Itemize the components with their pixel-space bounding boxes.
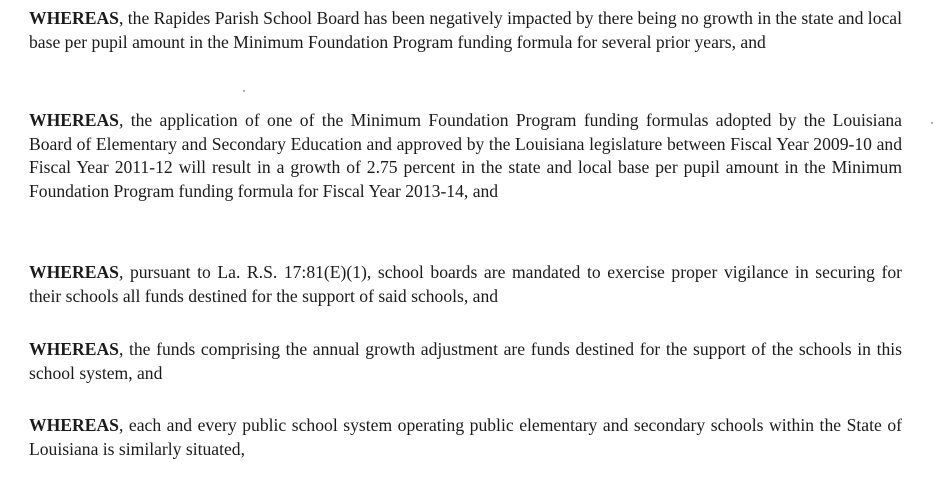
whereas-keyword: WHEREAS: [29, 415, 119, 435]
paragraph-text: , the funds comprising the annual growth adjustment are funds destined for the support of the schools in this school system, and: [29, 339, 902, 383]
whereas-paragraph-5: [29, 414, 902, 461]
paragraph-text: , the Rapides Parish School Board has been negatively impacted by there being no growth in the state and local base per pupil amount in the Minimum Foundation Program funding formula for several prior years, and: [29, 8, 902, 52]
paragraph-text: , pursuant to La. R.S. 17:81(E)(1), school boards are mandated to exercise proper vigilance in securing for their schools all funds destined for the support of said schools, and: [29, 262, 902, 306]
scan-speck: [931, 122, 933, 124]
scan-speck: [243, 90, 245, 92]
whereas-keyword: WHEREAS: [29, 8, 119, 28]
paragraph-text: , the application of one of the Minimum Foundation Program funding formulas adopted by the Louisiana Board of Elementary and Secondary Education and approved by the Louisiana legislature between Fiscal Year 2009-10 and Fiscal Year 2011-12 will result in a growth of 2.75 percent in the state and local base per pupil amount in the Minimum Foundation Program funding formula for Fiscal Year 2013-14, and: [29, 110, 902, 201]
paragraph-text: , each and every public school system operating public elementary and secondary schools within the State of Louisiana is similarly situated,: [29, 415, 902, 459]
whereas-paragraph-4: [29, 338, 902, 385]
whereas-paragraph-2: [29, 109, 902, 203]
whereas-paragraph-3: [29, 261, 902, 308]
whereas-keyword: WHEREAS: [29, 110, 119, 130]
whereas-keyword: WHEREAS: [29, 339, 119, 359]
whereas-keyword: WHEREAS: [29, 262, 119, 282]
whereas-paragraph-1: [29, 7, 902, 54]
